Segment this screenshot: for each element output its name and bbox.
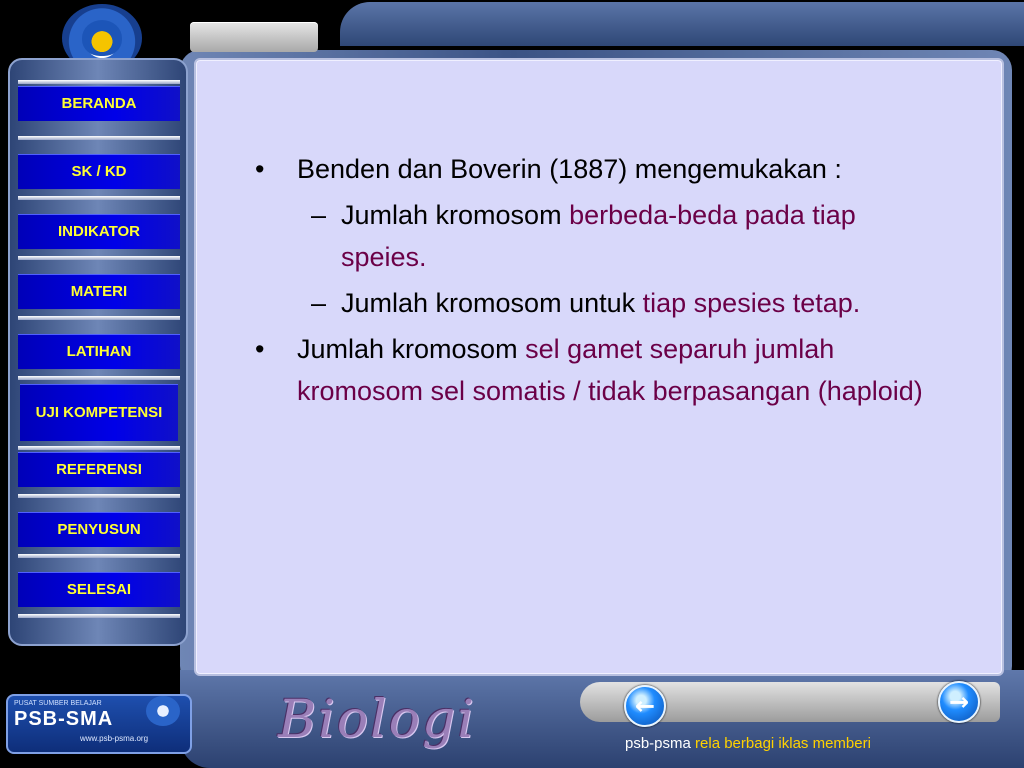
nav-referensi-button[interactable]: REFERENSI bbox=[18, 452, 180, 487]
nav-separator bbox=[18, 256, 180, 260]
previous-slide-button[interactable] bbox=[624, 685, 666, 727]
footer-plain: psb-psma bbox=[625, 735, 696, 752]
next-slide-button[interactable] bbox=[938, 681, 980, 723]
nav-separator bbox=[18, 446, 180, 450]
footer-highlight: rela berbagi iklas memberi bbox=[695, 735, 871, 752]
nav-separator bbox=[18, 614, 180, 618]
nav-uji-kompetensi-button[interactable]: UJI KOMPETENSI bbox=[20, 384, 178, 441]
nav-separator bbox=[18, 196, 180, 200]
emblem-center bbox=[82, 20, 122, 56]
nav-separator bbox=[18, 554, 180, 558]
logo-badge-icon bbox=[146, 696, 180, 726]
logo-url: www.psb-psma.org bbox=[80, 734, 149, 743]
frame-tab bbox=[190, 22, 318, 52]
logo-title: PSB-SMA bbox=[14, 708, 114, 730]
sub-bullet-item bbox=[255, 282, 945, 324]
nav-separator bbox=[18, 316, 180, 320]
sub-bullet-highlight: berbeda-beda pada tiap speies. bbox=[341, 200, 856, 272]
footer-text bbox=[625, 735, 871, 752]
sub-bullet-marker: – bbox=[311, 200, 327, 230]
nav-selesai-button[interactable]: SELESAI bbox=[18, 572, 180, 607]
sub-bullet-highlight: tiap spesies tetap. bbox=[642, 288, 861, 318]
bullet-item bbox=[255, 328, 945, 412]
sub-bullet-text: Jumlah kromosom bbox=[341, 200, 570, 230]
sub-bullet-marker: – bbox=[311, 288, 327, 318]
arrow-left-icon: ← bbox=[634, 692, 656, 720]
nav-separator bbox=[18, 494, 180, 498]
bullet-highlight: sel gamet separuh jumlah kromosom sel somatis / tidak berpasangan (haploid) bbox=[297, 334, 923, 406]
bullet-text: Jumlah kromosom bbox=[297, 334, 526, 364]
subject-title: Biologi bbox=[278, 690, 477, 750]
nav-penyusun-button[interactable]: PENYUSUN bbox=[18, 512, 180, 547]
nav-materi-button[interactable]: MATERI bbox=[18, 274, 180, 309]
sub-bullet-item bbox=[255, 194, 945, 278]
sub-bullet-text: Jumlah kromosom untuk bbox=[341, 288, 643, 318]
bullet-text: Benden dan Boverin (1887) mengemukakan : bbox=[297, 154, 842, 184]
nav-indikator-button[interactable]: INDIKATOR bbox=[18, 214, 180, 249]
nav-sk-kd-button[interactable]: SK / KD bbox=[18, 154, 180, 189]
slide-content bbox=[255, 148, 945, 416]
bullet-marker: • bbox=[255, 154, 265, 184]
nav-beranda-button[interactable]: BERANDA bbox=[18, 86, 180, 121]
bullet-marker: • bbox=[255, 334, 265, 364]
nav-separator bbox=[18, 376, 180, 380]
frame-top-bar bbox=[340, 2, 1024, 46]
nav-separator bbox=[18, 80, 180, 84]
arrow-right-icon: → bbox=[948, 688, 970, 716]
bullet-item bbox=[255, 148, 945, 190]
nav-latihan-button[interactable]: LATIHAN bbox=[18, 334, 180, 369]
logo-top-text: PUSAT SUMBER BELAJAR bbox=[14, 700, 102, 707]
nav-separator bbox=[18, 136, 180, 140]
